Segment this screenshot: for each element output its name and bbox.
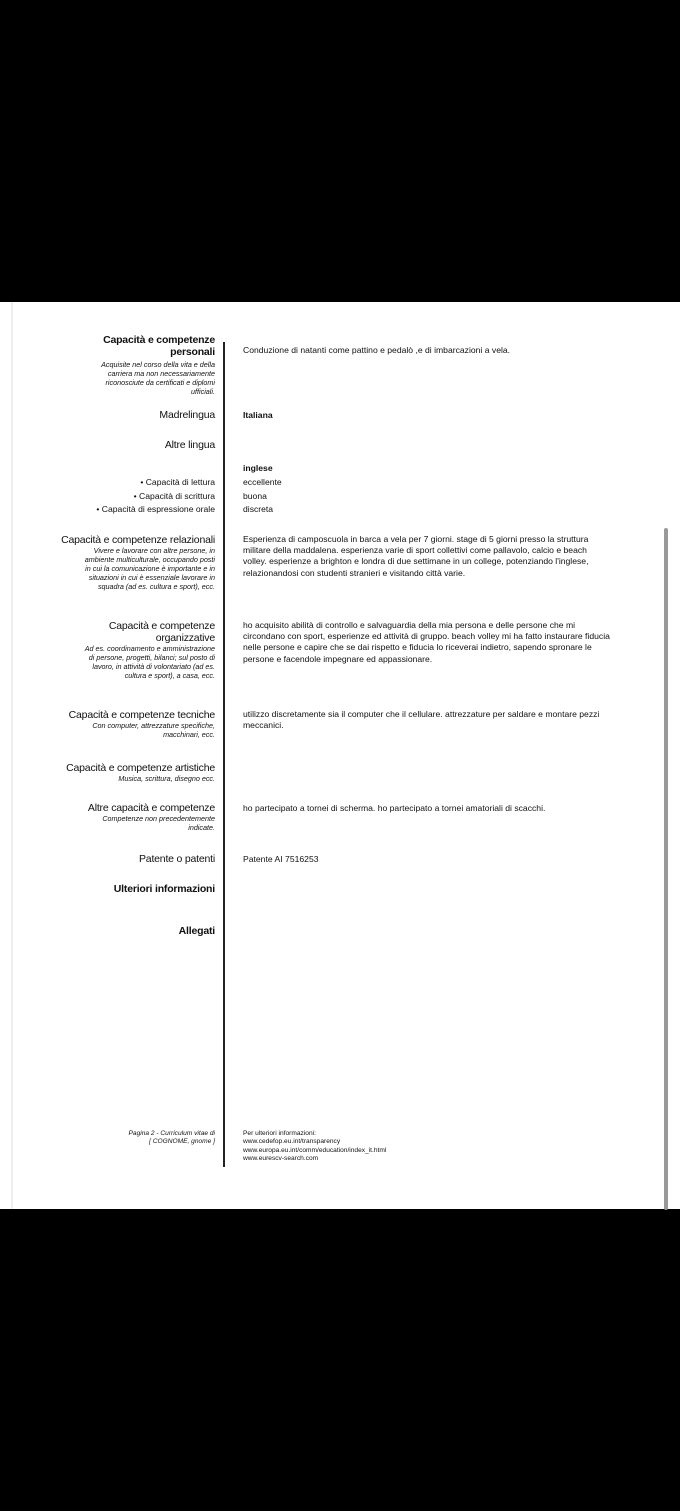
footer-left-line: [ COGNOME, gnome ] [149,1138,215,1146]
relazionali-title: Capacità e competenze relazionali [61,534,215,546]
footer-link[interactable]: www.cedefop.eu.int/transparency [243,1138,341,1146]
skills-values [243,476,643,517]
personali-desc-line: Acquisite nel corso della vita e della [101,360,215,369]
tecniche-value-line: meccanici. [243,720,284,731]
skills-labels [96,476,215,517]
document-page [0,302,680,1209]
artistiche-title: Capacità e competenze artistiche [66,762,215,774]
tecniche-value [243,709,643,731]
relazionali-desc-line: in cui la comunicazione è importante e in [85,564,215,573]
artistiche-desc [66,774,215,783]
personali-value: Conduzione di natanti come pattino e pedalò ,e di imbarcazioni a vela. [243,345,511,355]
tecniche-desc [69,721,215,739]
madrelingua-label: Madrelingua [159,409,215,421]
tecniche-desc-line: Con computer, attrezzature specifiche, [92,721,215,730]
footer-left-line: Pagina 2 - Curriculum vitae di [128,1130,215,1137]
footer-link[interactable]: www.europa.eu.int/comm/education/index_it.html [243,1146,387,1154]
altre-desc-line: indicate. [188,823,215,832]
tecniche-heading [69,709,215,739]
personali-heading [101,334,215,396]
tecniche-title: Capacità e competenze tecniche [68,709,215,721]
patente-label: Patente o patenti [139,853,215,865]
footer-info-heading: Per ulteriori informazioni: [243,1130,316,1137]
artistiche-heading [66,762,215,783]
organizzative-value-line: circondano con sport, esperienze ed attività di gruppo. beach volley mi ha fatto instaurare fiducia [243,631,610,642]
personali-desc-line: carriera ma non necessariamente [107,369,215,378]
relazionali-desc-line: ambiente multiculturale, occupando posti [84,555,215,564]
organizzative-heading [85,620,215,680]
page-left-border [11,302,13,1209]
organizzative-value [243,620,643,665]
artistiche-desc-line: Musica, scrittura, disegno ecc. [118,774,215,783]
footer-right [243,1130,643,1164]
organizzative-desc-line: di persone, progetti, bilanci; sul posto di [88,653,215,662]
relazionali-value-line: Esperienza di camposcuola in barca a vela per 7 giorni. stage di 5 giorni presso la struttura [243,534,589,544]
relazionali-desc-line: situazioni in cui è essenziale lavorare in [88,573,215,582]
organizzative-title-2: organizzative [155,632,215,644]
allegati-label: Allegati [178,925,215,937]
personali-title-2: personali [170,346,215,358]
altre-desc-line: Competenze non precedentemente [102,814,215,823]
skill-label-orale: • Capacità di espressione orale [96,504,215,514]
altre-value: ho partecipato a tornei di scherma. ho partecipato a tornei amatoriali di scacchi. [243,803,546,813]
relazionali-desc-line: squadra (ad es. cultura e sport), ecc. [97,582,215,591]
skill-value-lettura: eccellente [243,477,282,487]
organizzative-value-line: ho acquisito abilità di controllo e salvaguardia della mia persona e delle persone che mi [243,620,576,630]
relazionali-value-line: relazionandosi con studenti stranieri e visitando città varie. [243,567,466,578]
altre-title: Altre capacità e competenze [87,802,215,814]
organizzative-desc [85,644,215,680]
altre-heading [88,802,215,832]
relazionali-value-line: volley. esperienze a brighton e londra di due settimane in un college, potenziando l'inglese, [243,556,589,567]
skill-label-scrittura: • Capacità di scrittura [133,490,215,501]
relazionali-heading [61,534,215,591]
organizzative-value-line: nelle persone e capire che se dai rispetto e fiducia lo riceverai indietro, sapendo spronare le [243,642,592,653]
skill-value-orale: discreta [243,504,274,514]
organizzative-value-line: persone e facendole impegnare ed appassionare. [243,653,433,664]
organizzative-desc-line: Ad es. coordinamento e amministrazione [84,644,215,653]
skill-label-lettura: • Capacità di lettura [140,477,215,487]
personali-title-1: Capacità e competenze [103,334,215,346]
relazionali-value-line: militare della maddalena. esperienza varie di sport collettivi come pallavolo, calcio e beach [243,545,587,556]
skill-value-scrittura: buona [243,490,267,501]
tecniche-desc-line: macchinari, ecc. [163,730,215,739]
altre-lingue-label: Altre lingua [164,439,215,451]
scrollbar[interactable] [664,528,668,1210]
organizzative-title-1: Capacità e competenze [108,620,215,632]
footer-left [129,1130,216,1147]
organizzative-desc-line: lavoro, in attività di volontariato (ad es. [92,662,215,671]
personali-desc-line: ufficiali. [191,387,215,396]
relazionali-desc [61,546,215,591]
tecniche-value-line: utilizzo discretamente sia il computer che il cellulare. attrezzature per saldare e montare pezzi [243,709,600,719]
relazionali-value [243,534,643,579]
organizzative-desc-line: cultura e sport), a casa, ecc. [124,671,215,680]
column-divider [223,342,225,1167]
relazionali-desc-line: Vivere e lavorare con altre persone, in [93,546,215,555]
personali-desc [101,360,215,396]
footer-link[interactable]: www.eurescv-search.com [243,1155,319,1163]
personali-desc-line: riconosciute da certificati e diplomi [105,378,215,387]
patente-value: Patente AI 7516253 [243,854,319,864]
madrelingua-value: Italiana [243,410,273,420]
altre-desc [88,814,215,832]
lingua-inglese: inglese [243,463,273,473]
ulteriori-label: Ulteriori informazioni [113,883,215,895]
